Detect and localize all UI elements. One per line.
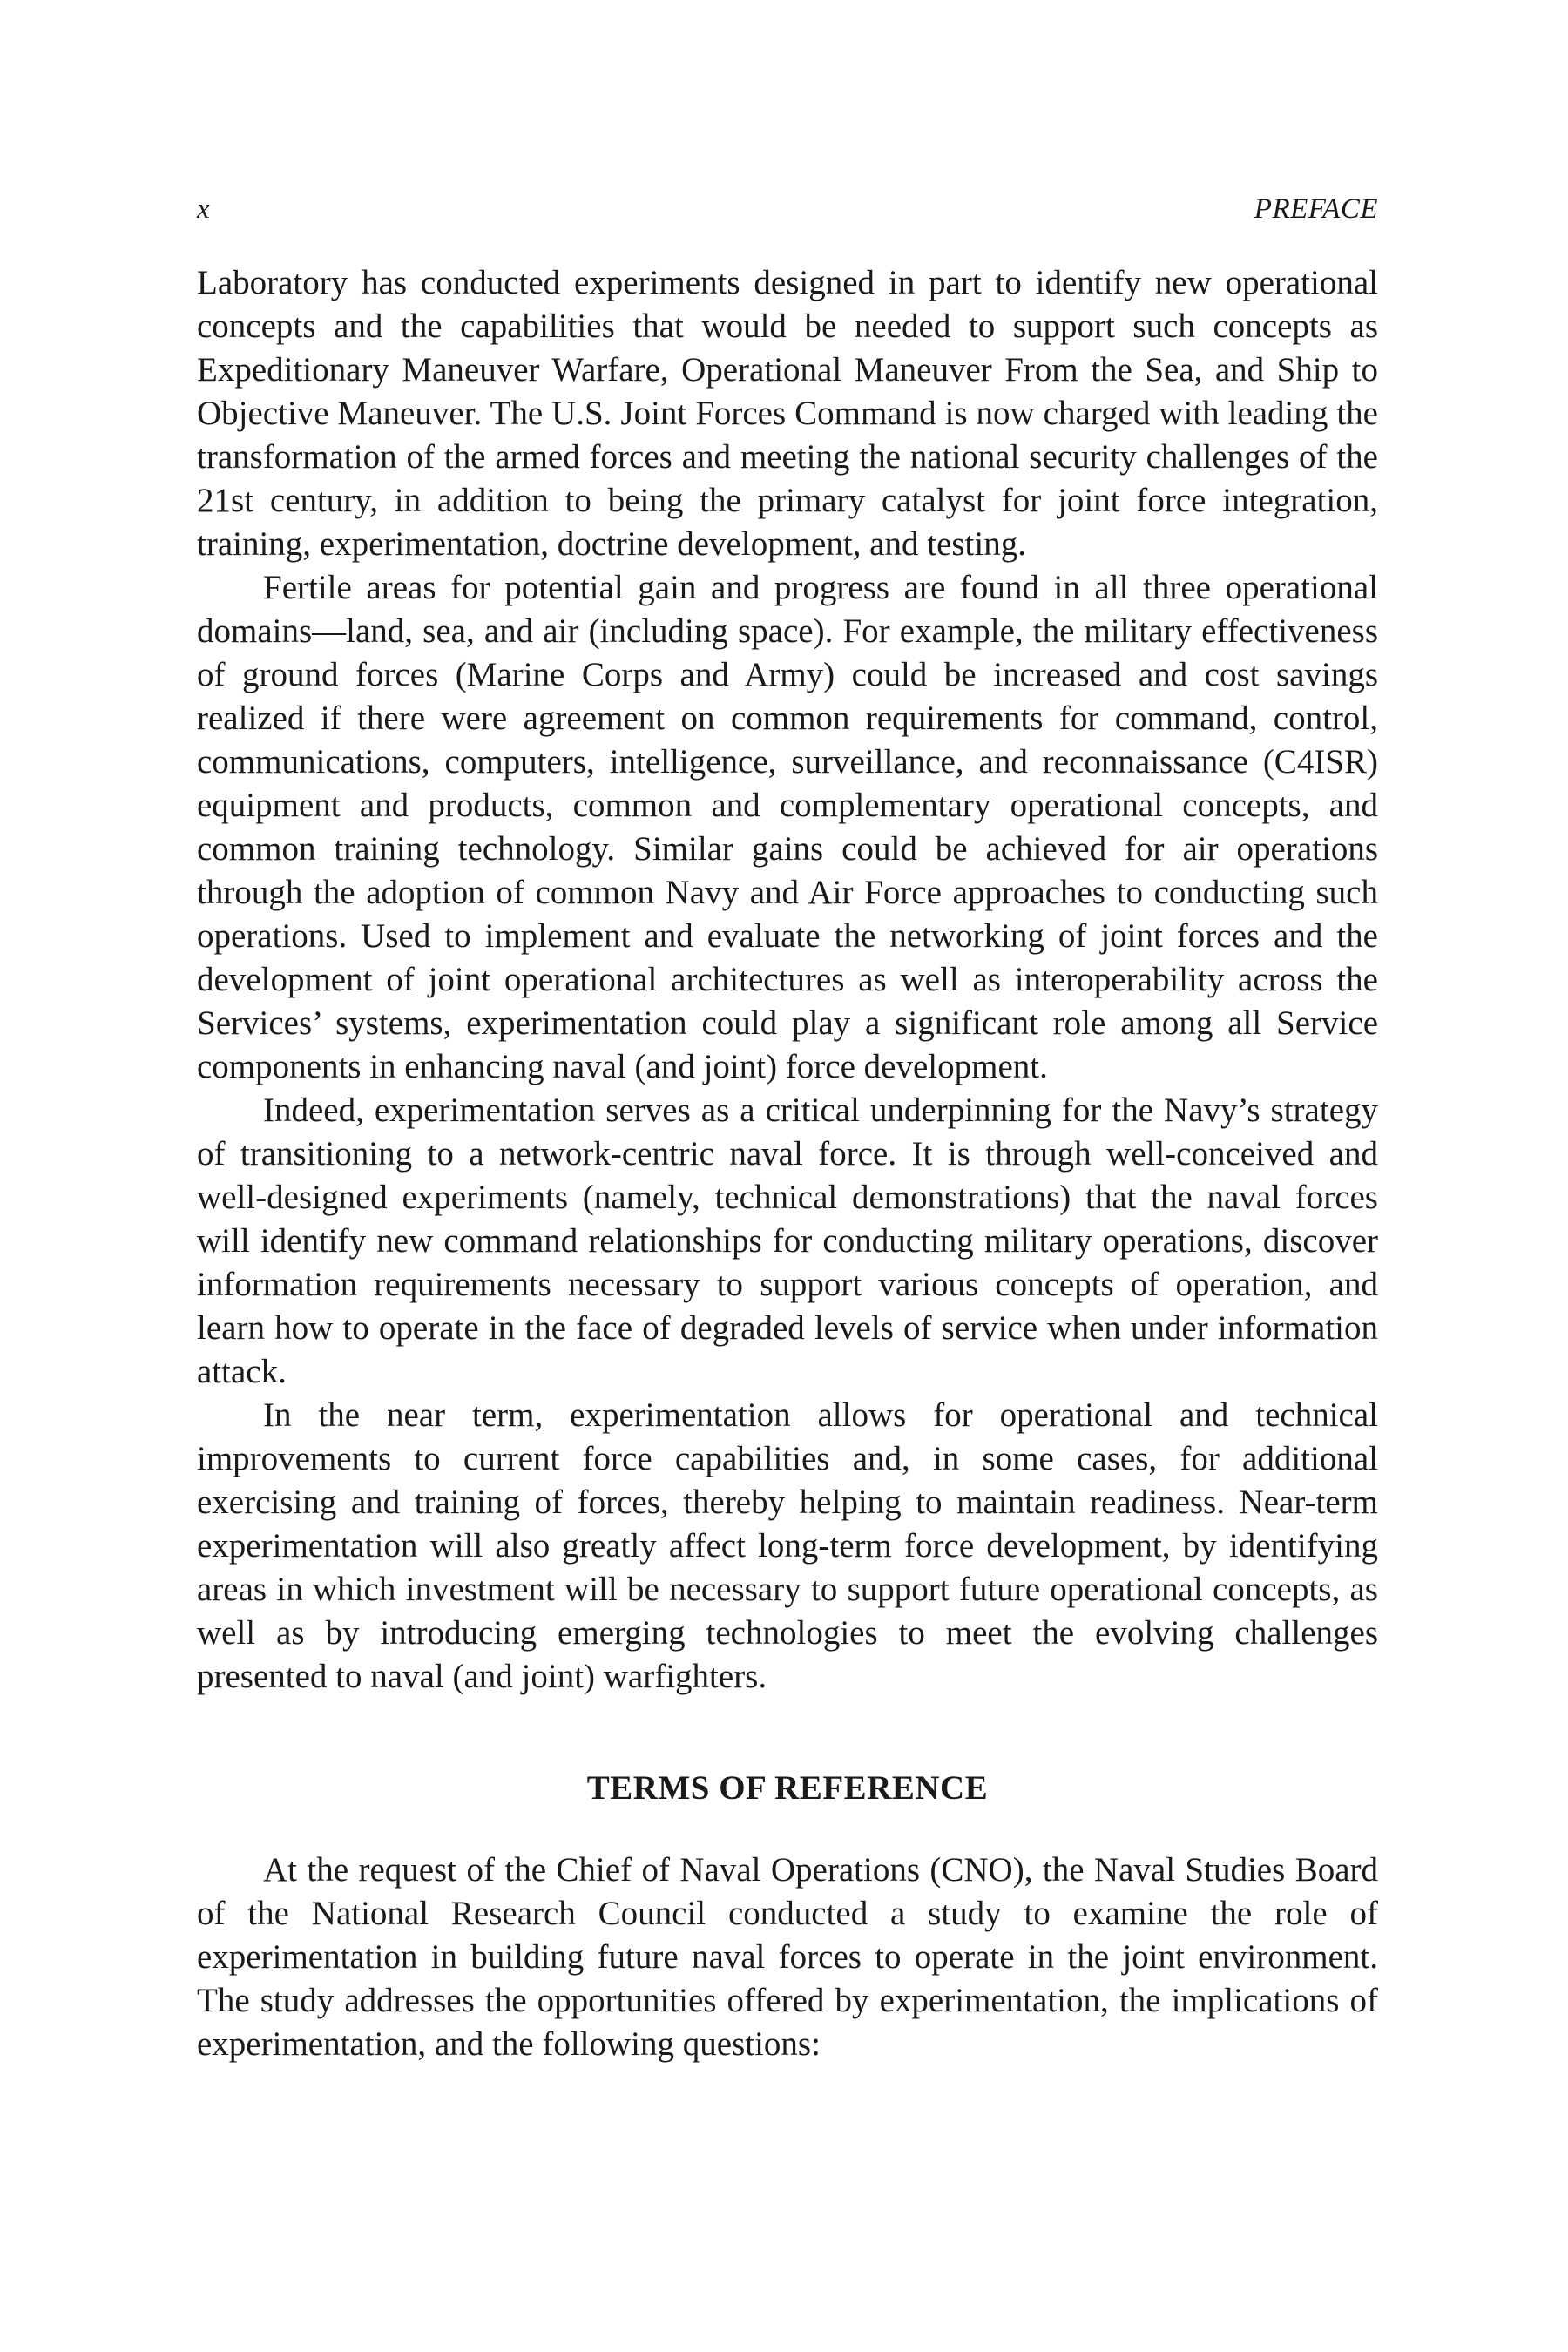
section-title: PREFACE bbox=[1254, 193, 1378, 225]
paragraph-continued: Laboratory has conducted experiments designed in part to identify new operational concepts and the capabilities that would be needed to support such concepts as Expeditionary Maneuver Warfare, Operational Maneuver From the Sea, and Ship to Objective Maneuver. The U.S. Joint Forces Command is now charged with leading the transformation of the armed forces and meeting the national security challenges of the 21st century, in addition to being the primary catalyst for joint force integration, training, experimentation, doctrine development, and testing. bbox=[197, 264, 1378, 563]
paragraph: In the near term, experimentation allows for operational and technical improvements to current force capabilities and, in some cases, for additional exercising and training of forces, thereby helping to maintain readiness. Near-term experimentation will also greatly affect long-term force development, by identifying areas in which investment will be necessary to support future operational concepts, as well as by introducing emerging technologies to meet the evolving challenges presented to naval (and joint) warfighters. bbox=[197, 1396, 1378, 1695]
terms-of-reference-paragraph: At the request of the Chief of Naval Operations (CNO), the Naval Studies Board of the National Research Council conducted a study to examine the role of experimentation in building future naval forces to operate in the joint environment. The study addresses the opportunities offered by experimentation, the implications of experimentation, and the following questions: bbox=[197, 1851, 1378, 2063]
body-text bbox=[197, 261, 1378, 2066]
running-header bbox=[197, 190, 1378, 228]
paragraph: Indeed, experimentation serves as a critical underpinning for the Navy’s strategy of transitioning to a network-centric naval force. It is through well-conceived and well-designed experiments (namely, technical demonstrations) that the naval forces will identify new command relationships for conducting military operations, discover information requirements necessary to support various concepts of operation, and learn how to operate in the face of degraded levels of service when under information attack. bbox=[197, 1092, 1378, 1390]
page-number: x bbox=[197, 193, 210, 225]
terms-of-reference-heading: TERMS OF REFERENCE bbox=[586, 1769, 989, 1807]
paragraph: Fertile areas for potential gain and progress are found in all three operational domains—land, sea, and air (including space). For example, the military effectiveness of ground forces (Marine Corps and Army) could be increased and cost savings realized if there were agreement on common requirements for command, control, communications, computers, intelligence, surveillance, and reconnaissance (C4ISR) equipment and products, common and complementary operational concepts, and common training technology. Similar gains could be achieved for air operations through the adoption of common Navy and Air Force approaches to conducting such operations. Used to implement and evaluate the networking of joint forces and the development of joint operational architectures as well as interoperability across the Services’ systems, experimentation could play a significant role among all Service components in enhancing naval (and joint) force development. bbox=[197, 569, 1378, 1085]
